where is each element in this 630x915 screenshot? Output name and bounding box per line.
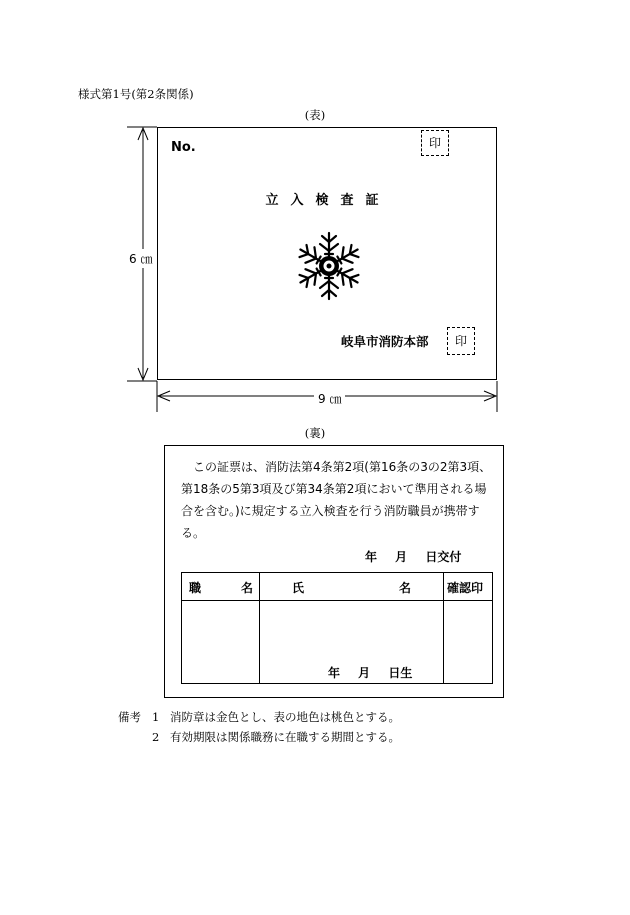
holder-table [181, 572, 493, 684]
fire-department-emblem-icon [294, 230, 364, 302]
note-text: 有効期限は関係職務に在職する期間とする。 [170, 730, 400, 744]
height-dimension-label: 6 ㎝ [129, 249, 152, 268]
note-item [152, 729, 400, 745]
width-dimension-label: 9 ㎝ [314, 390, 345, 407]
note-item [152, 709, 400, 725]
back-card [164, 445, 504, 698]
front-side-label: (表) [304, 108, 326, 122]
table-header-divider [182, 600, 492, 601]
certificate-text: この証票は、消防法第4条第2項(第16条の3の2第3項、第18条の5第3項及び第34条第2項において準用される場合を含む。)に規定する立入検査を行う消防職員が携帯する。 [181, 460, 492, 540]
table-column-divider [259, 573, 260, 683]
table-header-stamp: 確認印 [447, 581, 484, 595]
header-post-char: 名 [241, 581, 254, 595]
front-card [157, 127, 497, 380]
form-label: 様式第1号(第2条関係) [78, 87, 194, 101]
table-header-name-second: 名 [399, 581, 412, 595]
back-side-label: (裏) [304, 426, 326, 440]
table-column-divider [443, 573, 444, 683]
seal-box-top: 印 [421, 130, 449, 156]
note-number: 1 [152, 710, 160, 724]
issuer-name: 岐阜市消防本部 [341, 334, 429, 349]
issue-date: 年 月 日交付 [365, 550, 462, 564]
header-post-char: 職 [189, 581, 202, 595]
seal-box-bottom: 印 [447, 327, 475, 355]
card-title: 立入検査証 [265, 193, 391, 208]
note-number: 2 [152, 730, 160, 744]
table-header-name-first: 氏 [292, 581, 305, 595]
birth-date: 年 月 日生 [328, 666, 413, 680]
card-number-label: No. [171, 140, 196, 155]
note-text: 消防章は金色とし、表の地色は桃色とする。 [170, 710, 400, 724]
notes-label: 備考 [118, 710, 141, 724]
